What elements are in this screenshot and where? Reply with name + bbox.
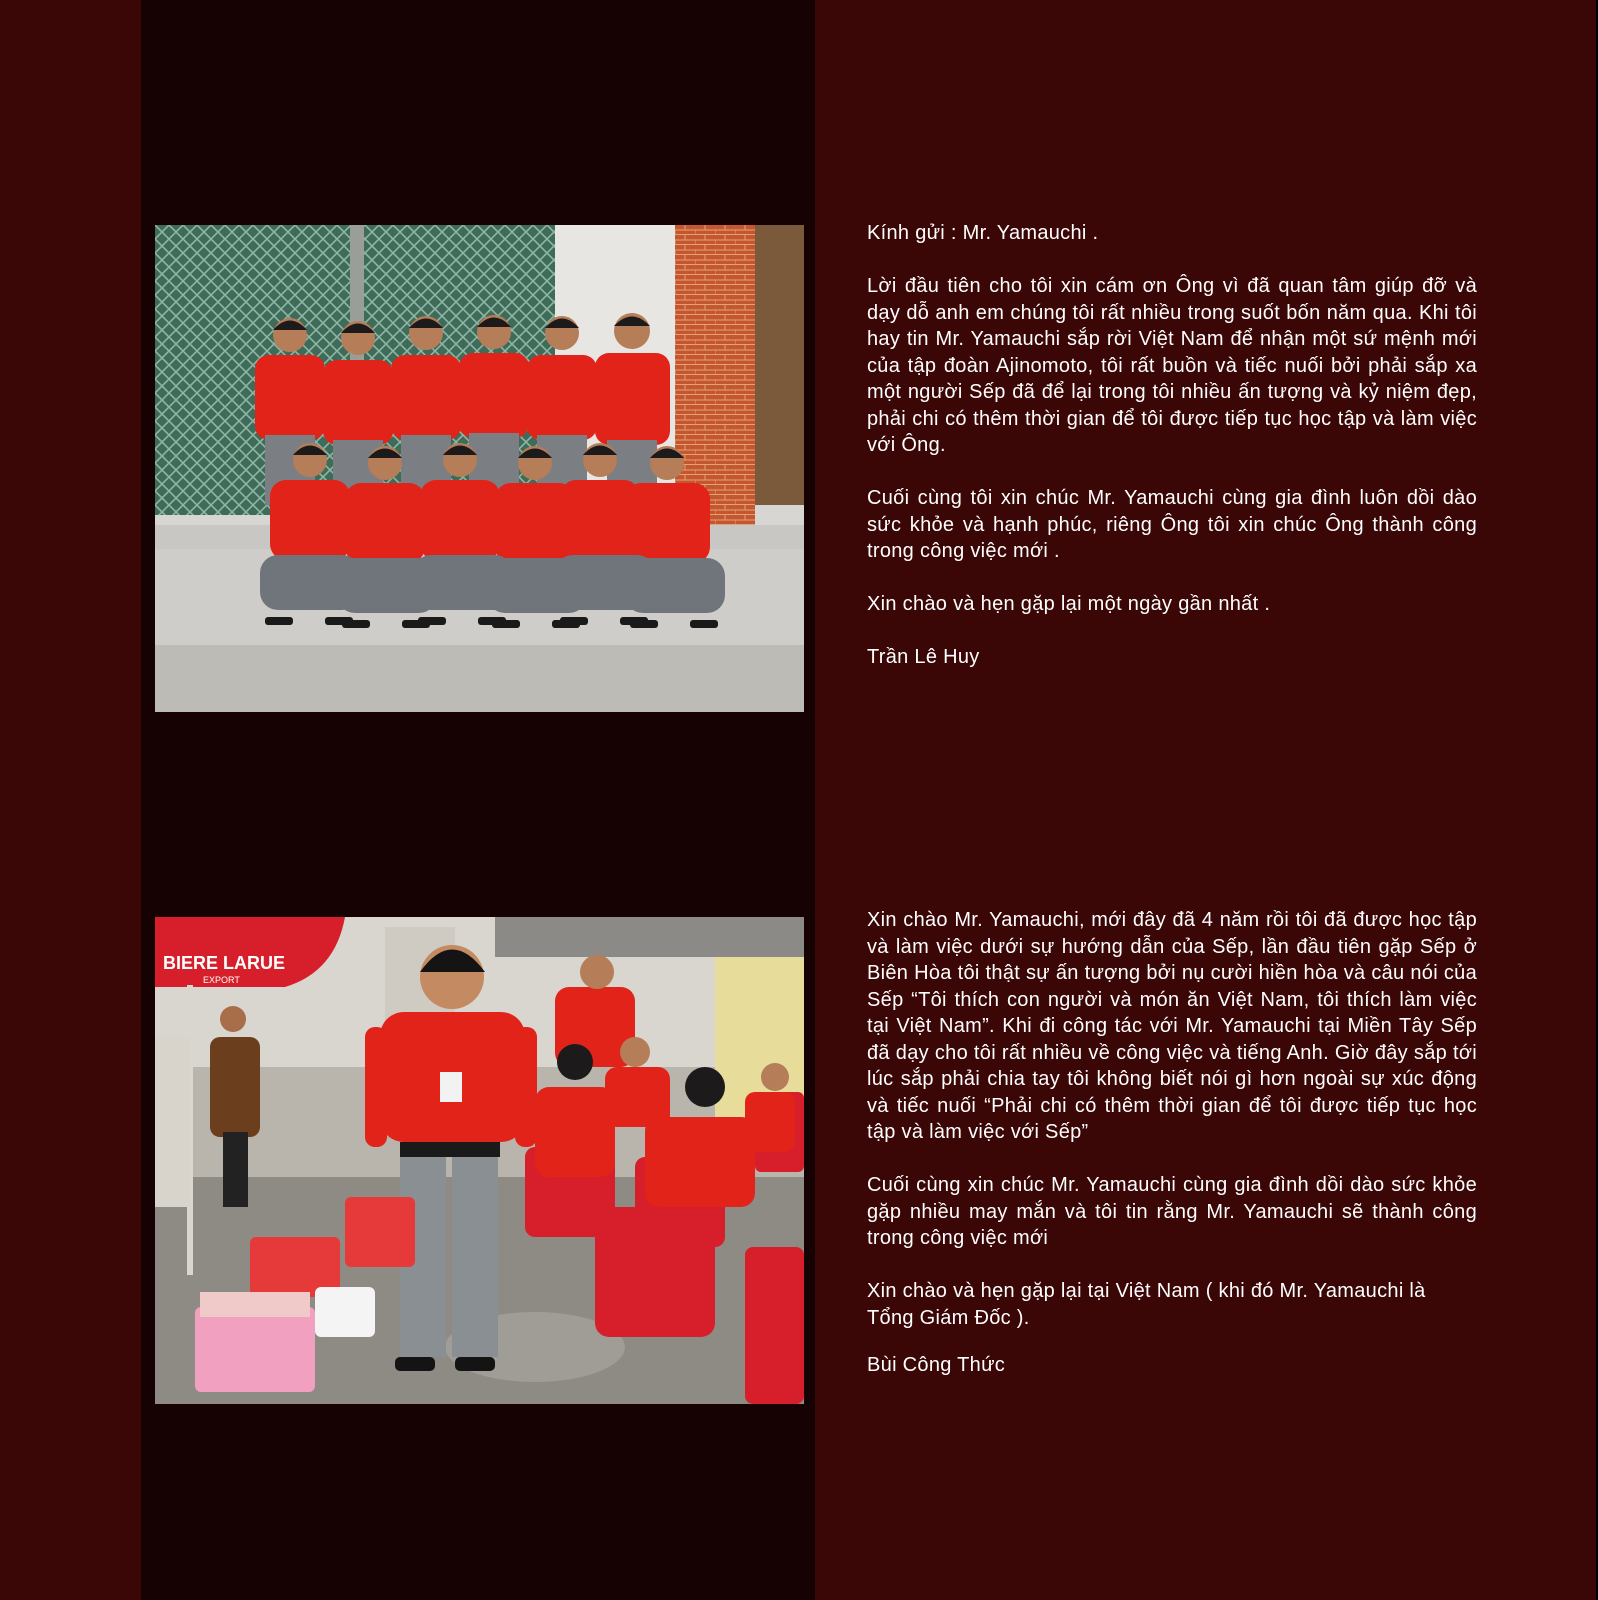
letter-2-paragraph: Xin chào và hẹn gặp lại tại Việt Nam ( khi đó Mr. Yamauchi là Tổng Giám Đốc ). bbox=[867, 1280, 1426, 1329]
letter-1-signature: Trần Lê Huy bbox=[867, 646, 980, 668]
letter-1-paragraph: Xin chào và hẹn gặp lại một ngày gần nhất . bbox=[867, 593, 1271, 615]
market-event-photo-image bbox=[155, 917, 804, 1404]
letter-2-paragraph: Xin chào Mr. Yamauchi, mới đây đã 4 năm rồi tôi đã được học tập và làm việc dưới sự hướng dẫn của Sếp, lần đầu tiên gặp Sếp ở Biên Hòa tôi thật sự ấn tượng bởi nụ cười hiền hòa và câu nói của Sếp “Tôi thích con người và món ăn Việt Nam, tôi thích làm việc tại Việt Nam”. Khi đi công tác với Mr. Yamauchi tại Miền Tây Sếp đã dạy cho tôi rất nhiều về công việc và tiếng Anh. Giờ đây sắp tới lúc sắp phải chia tay tôi không biết nói gì hơn ngoài sự xúc động và tiếc nuối “Phải chi có thêm thời gian để tôi được tiếp tục học tập và làm việc với Sếp” bbox=[867, 909, 1477, 1143]
team-group-photo bbox=[155, 225, 804, 712]
left-margin bbox=[0, 0, 141, 1600]
letter-1-paragraph: Lời đầu tiên cho tôi xin cám ơn Ông vì đã quan tâm giúp đỡ và dạy dỗ anh em chúng tôi rất nhiều trong suốt bốn năm qua. Khi tôi hay tin Mr. Yamauchi sắp rời Việt Nam để nhận một sứ mệnh mới của tập đoàn Ajinomoto, tôi rất buồn và tiếc nuối bởi phải sắp xa một người Sếp đã để lại trong tôi nhiều ấn tượng và kỷ niệm đẹp, phải chi có thêm thời gian để tôi được tiếp tục học tập và làm việc với Ông. bbox=[867, 275, 1477, 456]
market-event-photo bbox=[155, 917, 804, 1404]
letter-2 bbox=[867, 907, 1477, 1405]
letter-1-greeting: Kính gửi : Mr. Yamauchi . bbox=[867, 222, 1099, 244]
umbrella-subtext: EXPORT bbox=[203, 975, 240, 985]
letter-1-paragraph: Cuối cùng tôi xin chúc Mr. Yamauchi cùng gia đình luôn dồi dào sức khỏe và hạnh phúc, riêng Ông tôi xin chúc Ông thành công trong công việc mới . bbox=[867, 487, 1477, 562]
team-group-photo-image bbox=[155, 225, 804, 712]
umbrella-brand-text: BIERE LARUE bbox=[163, 953, 286, 973]
letter-1 bbox=[867, 220, 1477, 697]
letter-2-paragraph: Cuối cùng xin chúc Mr. Yamauchi cùng gia đình dồi dào sức khỏe gặp nhiều may mắn và tôi tin rằng Mr. Yamauchi sẽ thành công trong công việc mới bbox=[867, 1174, 1477, 1249]
letter-2-signature: Bùi Công Thức bbox=[867, 1353, 1006, 1376]
